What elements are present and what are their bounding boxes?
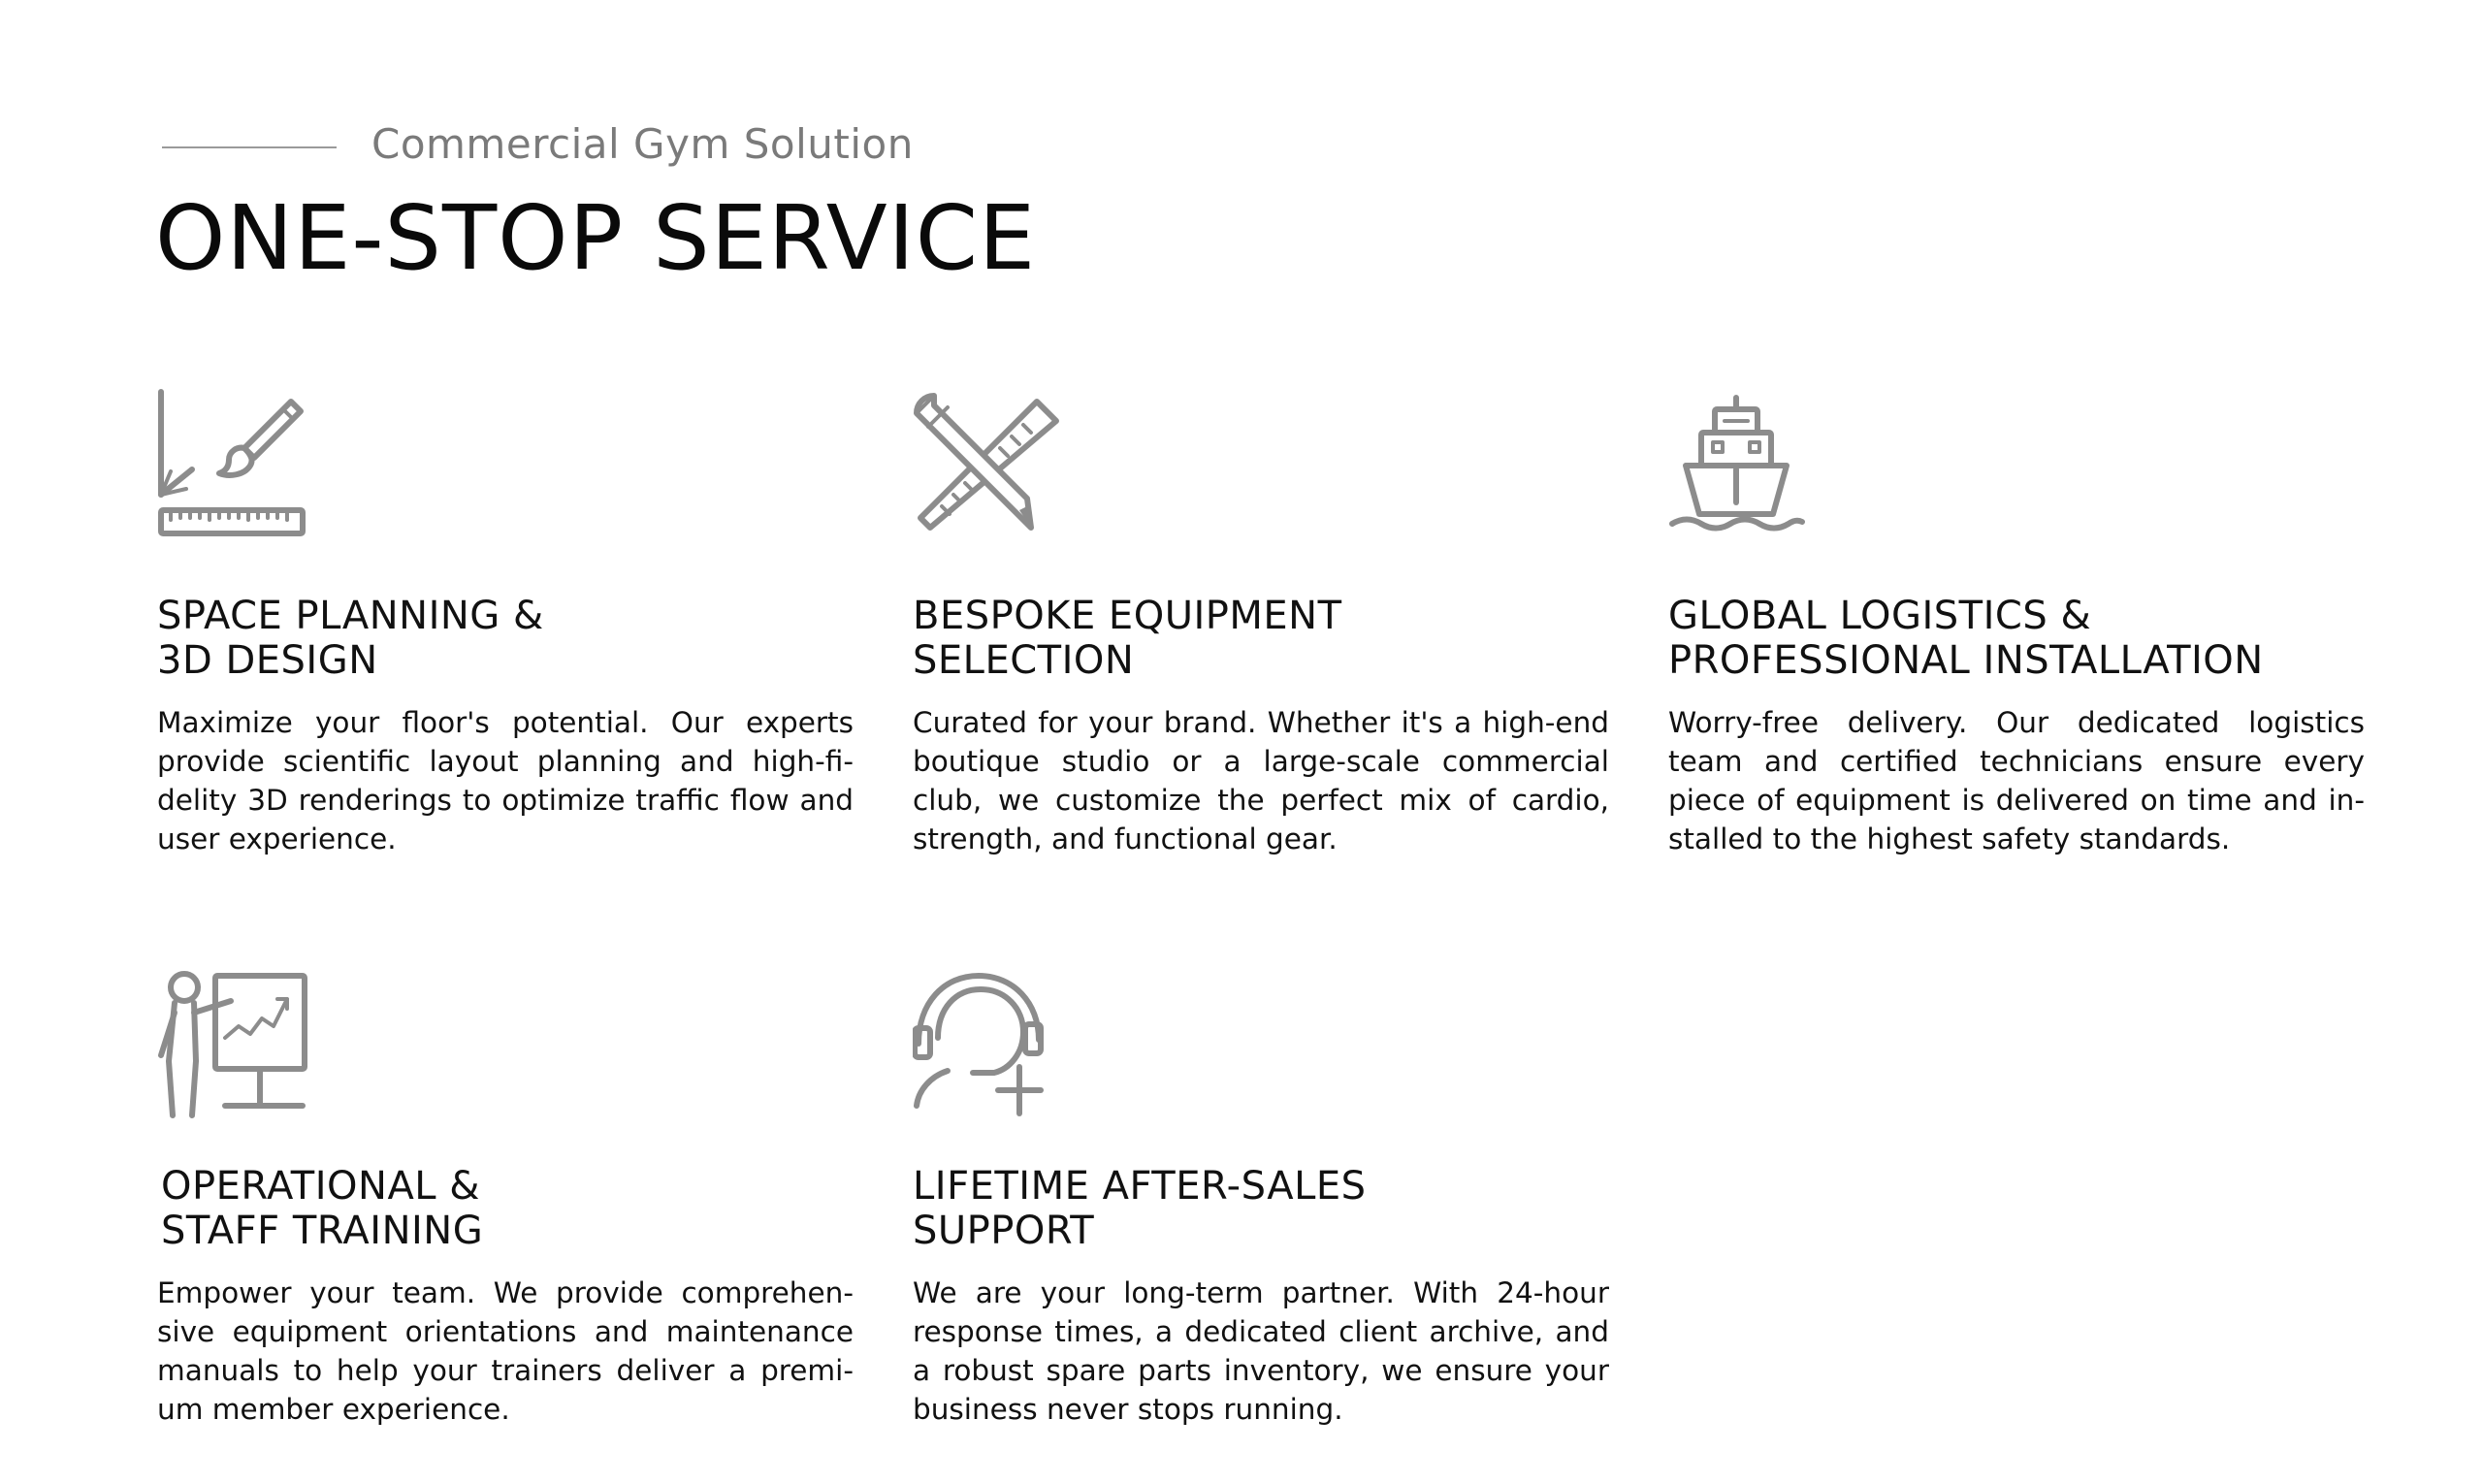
service-description: Curated for your brand. Whether it's a high-end boutique studio or a large-scale commercial club, we customize the perfect mix of cardio, strength, and functional gear. xyxy=(913,706,1609,855)
service-card-space-planning xyxy=(157,388,855,855)
service-description: Worry-free delivery. Our dedicated logistics team and certified technicians ensure every piece of equipment is delivered on time and in-stalled to the highest safety standards. xyxy=(1668,706,2365,855)
service-heading-line: PROFESSIONAL INSTALLATION xyxy=(1668,638,2264,683)
service-heading-line: LIFETIME AFTER-SALES xyxy=(913,1164,1367,1209)
service-heading-line: BESPOKE EQUIPMENT xyxy=(913,594,1342,638)
service-card-logistics xyxy=(1668,388,2367,855)
service-description: Maximize your floor's potential. Our experts provide scientific layout planning and high-fi-delity 3D renderings to optimize traffic flow and user experience. xyxy=(157,706,854,855)
service-heading xyxy=(1668,594,2386,683)
service-heading-line: GLOBAL LOGISTICS & xyxy=(1668,594,2092,638)
page-title: ONE-STOP SERVICE xyxy=(155,186,1037,290)
service-card-staff-training xyxy=(157,970,855,1426)
service-heading xyxy=(161,1164,879,1253)
service-heading-line: SELECTION xyxy=(913,638,1135,683)
service-heading-line: 3D DESIGN xyxy=(157,638,378,683)
service-heading-line: SPACE PLANNING & xyxy=(157,594,544,638)
service-heading-line: STAFF TRAINING xyxy=(161,1209,484,1253)
service-description: We are your long-term partner. With 24-hour response times, a dedicated client archive, and a robust spare parts inventory, we ensure your business never stops running. xyxy=(913,1276,1609,1426)
pencil-ruler-icon xyxy=(913,388,1068,543)
headset-support-icon xyxy=(913,970,1068,1125)
ruler-brush-icon xyxy=(157,388,312,543)
service-heading xyxy=(157,594,875,683)
service-heading-line: OPERATIONAL & xyxy=(161,1164,480,1209)
service-description: Empower your team. We provide comprehen-sive equipment orientations and maintenance manuals to help your trainers deliver a premi-um member experience. xyxy=(157,1276,854,1426)
eyebrow-subtitle: Commercial Gym Solution xyxy=(371,120,914,168)
service-heading xyxy=(913,594,1630,683)
service-heading xyxy=(913,1164,1630,1253)
service-card-equipment-selection xyxy=(913,388,1611,855)
service-card-after-sales xyxy=(913,970,1611,1426)
eyebrow-divider xyxy=(162,146,337,148)
ship-icon xyxy=(1668,388,1823,543)
service-heading-line: SUPPORT xyxy=(913,1209,1095,1253)
presenter-board-icon xyxy=(157,970,312,1125)
